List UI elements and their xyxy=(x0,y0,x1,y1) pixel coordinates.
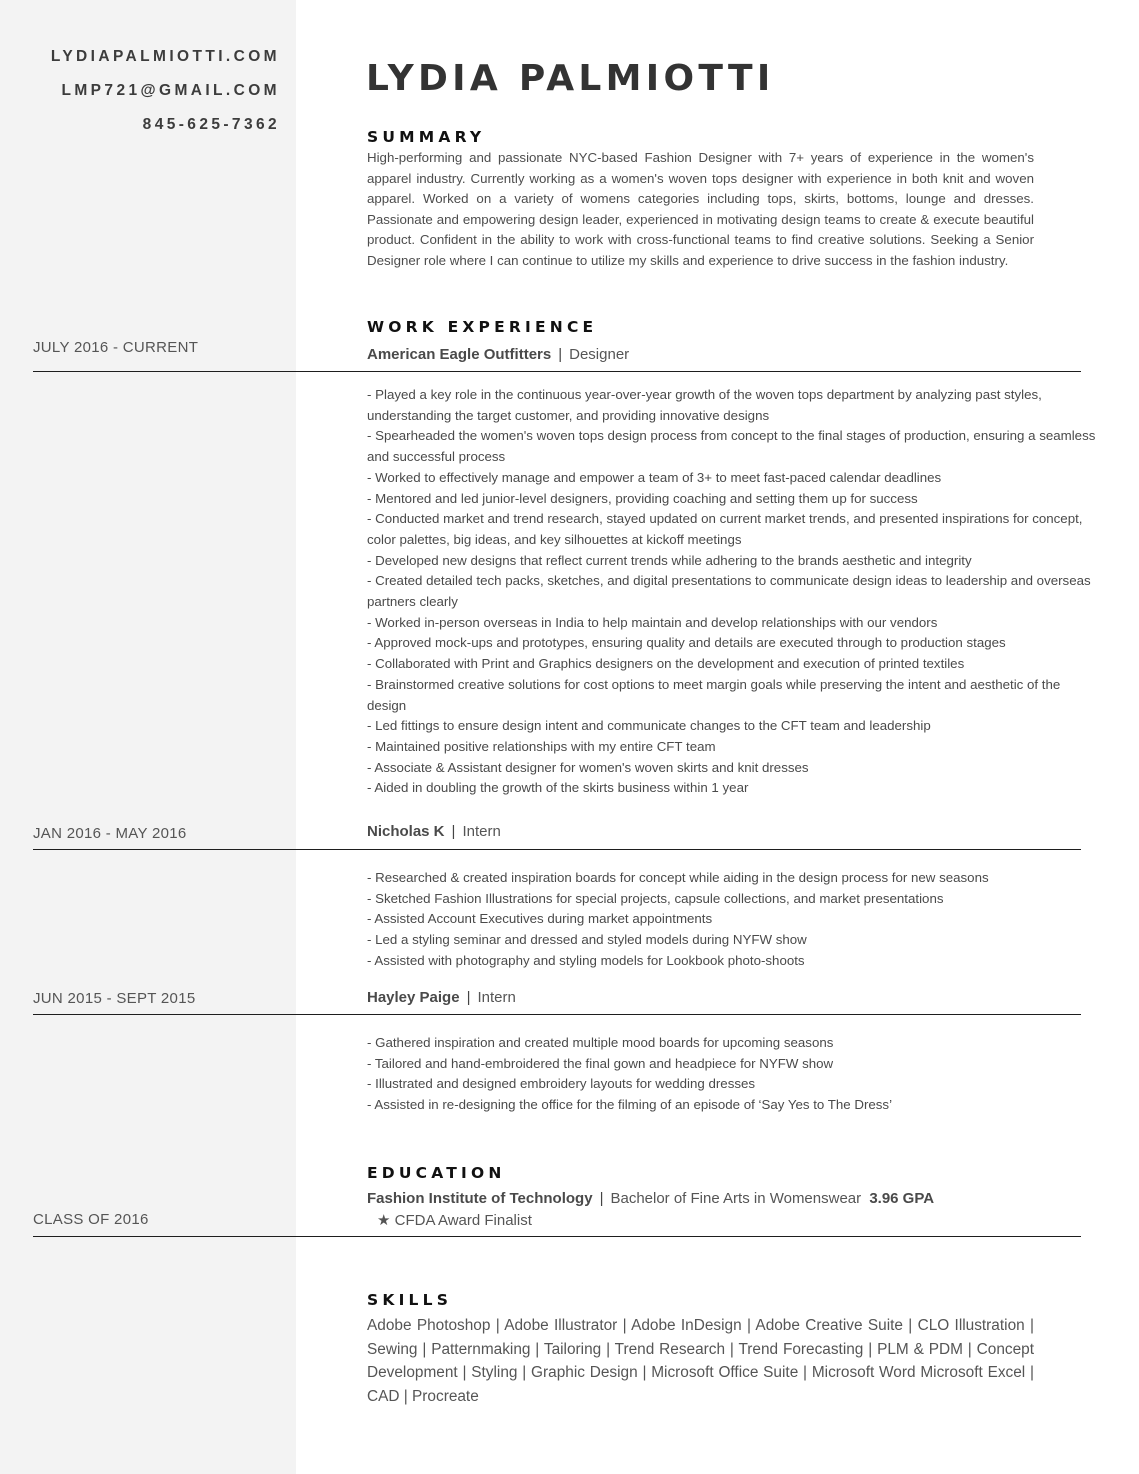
list-item: - Researched & created inspiration boards for concept while aiding in the design process for new seasons xyxy=(367,870,989,885)
list-item: - Led fittings to ensure design intent and communicate changes to the CFT team and leadership xyxy=(367,718,931,734)
list-item: - Illustrated and designed embroidery layouts for wedding dresses xyxy=(367,1076,756,1092)
list-item: - Aided in doubling the growth of the skirts business within 1 year xyxy=(367,780,749,796)
degree: Bachelor of Fine Arts in Womenswear xyxy=(610,1190,862,1207)
divider xyxy=(33,371,1081,372)
company-name: American Eagle Outfitters xyxy=(367,346,552,363)
list-item: - Tailored and hand-embroidered the final gown and headpiece for NYFW show xyxy=(367,1055,834,1071)
list-item: - Assisted in re-designing the office for the filming of an episode of ‘Say Yes to The Dress’ xyxy=(367,1097,893,1113)
email-link[interactable]: LMP721@GMAIL.COM xyxy=(61,82,280,99)
job-header xyxy=(367,989,516,1006)
list-item: - Developed new designs that reflect current trends while adhering to the brands aesthetic and integrity xyxy=(367,552,972,568)
list-item: - Spearheaded the women's woven tops design process from concept to the final stages of production, ensuring a seamless and successful process xyxy=(367,428,1096,465)
divider xyxy=(33,1014,1081,1015)
skills-text: Adobe Photoshop | Adobe Illustrator | Adobe InDesign | Adobe Creative Suite | CLO Illustration | Sewing | Patternmaking | Tailoring | Trend Research | Trend Forecasting | PLM & PDM | Concept Development | Styling | Graphic Design | Microsoft Office Suite | Microsoft Word Microsoft Excel | CAD | Procreate xyxy=(367,1317,1034,1405)
list-item: - Mentored and led junior-level designers, providing coaching and setting them up for success xyxy=(367,490,918,506)
list-item: - Sketched Fashion Illustrations for special projects, capsule collections, and market presentations xyxy=(367,890,944,906)
list-item: - Brainstormed creative solutions for cost options to meet margin goals while preserving the intent and aesthetic of the design xyxy=(367,676,1061,713)
job-bullet-list xyxy=(367,868,1097,972)
summary-text: High-performing and passionate NYC-based Fashion Designer with 7+ years of experience in the women's apparel industry. Currently working as a women's woven tops designer with experience in both knit and woven apparel. Worked on a variety of womens categories including tops, skirts, bottoms, lounge and dresses. Passionate and empowering design leader, experienced in motivating design teams to create & execute beautiful product. Confident in the ability to work with cross-functional teams to find creative solutions. Seeking a Senior Designer role where I can continue to utilize my skills and experience to drive success in the fashion industry. xyxy=(367,150,1034,268)
separator: | xyxy=(558,346,563,363)
gpa: 3.96 GPA xyxy=(869,1190,935,1207)
job-bullet-list xyxy=(367,1033,1097,1116)
divider xyxy=(33,1236,1081,1237)
job-dates: JUN 2015 - SEPT 2015 xyxy=(33,990,196,1007)
list-item: - Approved mock-ups and prototypes, ensuring quality and details are executed through to production stages xyxy=(367,635,1006,651)
list-item: - Associate & Assistant designer for women's woven skirts and knit dresses xyxy=(367,759,809,775)
summary-heading: SUMMARY xyxy=(367,128,486,146)
phone-number: 845-625-7362 xyxy=(142,116,280,133)
list-item: - Worked in-person overseas in India to help maintain and develop relationships with our vendors xyxy=(367,614,938,630)
education-header xyxy=(367,1190,934,1207)
company-name: Nicholas K xyxy=(367,823,445,840)
job-title: Intern xyxy=(477,989,516,1006)
website-link[interactable]: LYDIAPALMIOTTI.COM xyxy=(50,48,280,65)
list-item: - Gathered inspiration and created multiple mood boards for upcoming seasons xyxy=(367,1035,834,1050)
list-item: - Led a styling seminar and dressed and styled models during NYFW show xyxy=(367,932,807,948)
list-item: - Assisted with photography and styling models for Lookbook photo-shoots xyxy=(367,952,805,968)
candidate-name: LYDIA PALMIOTTI xyxy=(366,58,775,99)
company-name: Hayley Paige xyxy=(367,989,460,1006)
education-heading: EDUCATION xyxy=(367,1164,506,1182)
list-item: - Collaborated with Print and Graphics designers on the development and execution of printed textiles xyxy=(367,656,965,672)
job-dates: JULY 2016 - CURRENT xyxy=(33,339,199,356)
job-title: Intern xyxy=(462,823,501,840)
list-item: - Maintained positive relationships with my entire CFT team xyxy=(367,738,716,754)
list-item: - Assisted Account Executives during market appointments xyxy=(367,911,713,927)
work-experience-heading: WORK EXPERIENCE xyxy=(367,318,598,336)
skills-heading: SKILLS xyxy=(367,1291,453,1309)
list-item: - Created detailed tech packs, sketches, and digital presentations to communicate design ideas to leadership and overseas partners clearly xyxy=(367,573,1091,610)
school-name: Fashion Institute of Technology xyxy=(367,1190,593,1207)
job-header xyxy=(367,823,501,840)
separator: | xyxy=(599,1190,604,1207)
list-item: - Worked to effectively manage and empower a team of 3+ to meet fast-paced calendar deadlines xyxy=(367,469,942,485)
job-bullet-list xyxy=(367,385,1097,799)
award: ★ CFDA Award Finalist xyxy=(377,1212,532,1229)
job-dates: JAN 2016 - MAY 2016 xyxy=(33,825,187,842)
education-dates: CLASS OF 2016 xyxy=(33,1211,149,1228)
list-item: - Played a key role in the continuous year-over-year growth of the woven tops department by analyzing past styles, understanding the target customer, and providing innovative designs xyxy=(367,387,1042,423)
job-title: Designer xyxy=(569,346,630,363)
job-header xyxy=(367,346,629,363)
divider xyxy=(33,849,1081,850)
separator: | xyxy=(466,989,471,1006)
list-item: - Conducted market and trend research, stayed updated on current market trends, and presented inspirations for concept, color palettes, big ideas, and key silhouettes at kickoff meetings xyxy=(367,511,1083,547)
separator: | xyxy=(451,823,456,840)
sidebar xyxy=(0,0,296,1474)
